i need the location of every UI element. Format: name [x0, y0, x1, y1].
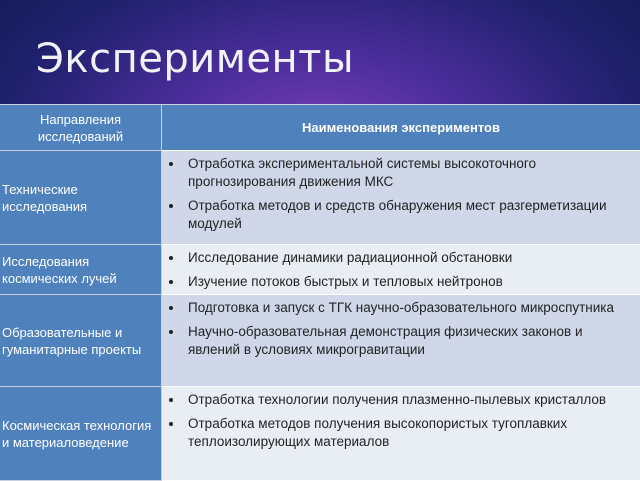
experiment-item: • Подготовка и запуск с ТГК научно-образовательного микроспутника [184, 299, 632, 317]
experiment-item: • Отработка экспериментальной системы высокоточного прогнозирования движения МКС [184, 155, 632, 191]
row-direction: Технические исследования [0, 151, 162, 245]
experiment-item: • Отработка методов и средств обнаружения мест разгерметизации модулей [184, 197, 632, 233]
table-row [0, 295, 640, 387]
row-direction: Космическая технология и материаловедение [0, 387, 162, 481]
row-direction: Образовательные и гуманитарные проекты [0, 295, 162, 387]
experiment-item: • Отработка методов получения высокопористых тугоплавких теплоизолирующих материалов [184, 415, 632, 451]
slide-title: Эксперименты [36, 36, 355, 82]
row-experiments [162, 151, 640, 245]
row-direction: Исследования космических лучей [0, 245, 162, 295]
row-experiments [162, 245, 640, 295]
table-row [0, 151, 640, 245]
table-row [0, 245, 640, 295]
table-row [0, 387, 640, 481]
row-experiments [162, 295, 640, 387]
experiment-item: • Изучение потоков быстрых и тепловых нейтронов [184, 273, 632, 291]
experiments-table [0, 104, 640, 481]
row-experiments [162, 387, 640, 481]
experiment-item: • Исследование динамики радиационной обстановки [184, 249, 632, 267]
experiment-item: • Отработка технологии получения плазменно-пылевых кристаллов [184, 391, 632, 409]
experiment-item: • Научно-образовательная демонстрация физических законов и явлений в условиях микрогравитации [184, 323, 632, 359]
table-header-row [0, 105, 640, 151]
header-experiments: Наименования экспериментов [162, 105, 640, 151]
header-directions: Направления исследований [0, 105, 162, 151]
